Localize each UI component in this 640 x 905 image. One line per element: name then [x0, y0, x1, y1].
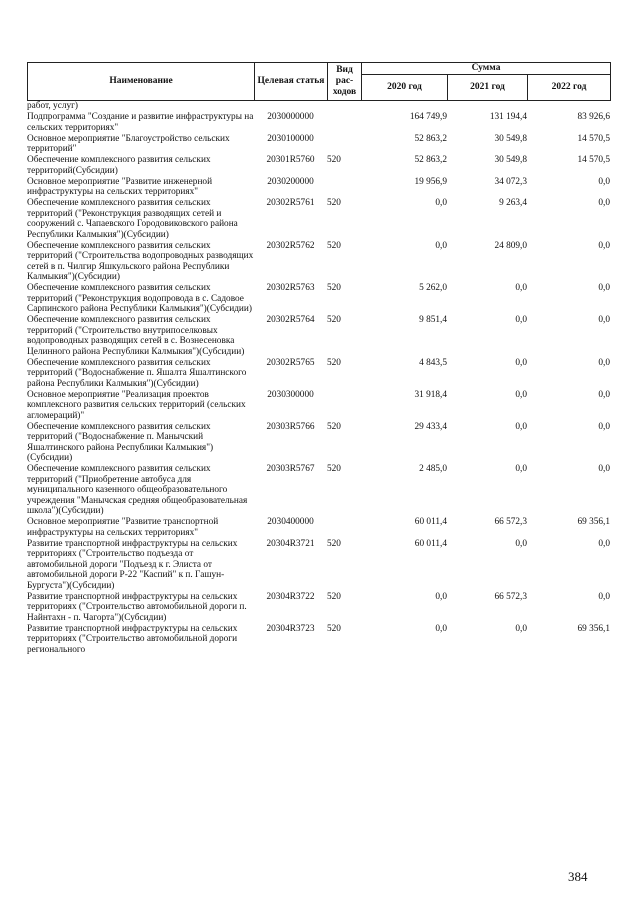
table-row — [27, 624, 610, 656]
table-row — [27, 112, 610, 134]
row-sum-2020: 60 011,4 — [414, 517, 447, 527]
row-name: Обеспечение комплексного развития сельских территорий ("Строительство внутрипоселковых водопроводных разводящих сетей в с. Вознесеновка Целинного района Республики Калмыкия")(Субсидии) — [27, 315, 245, 357]
row-sum-2022: 69 356,1 — [577, 623, 610, 634]
row-sum-2021: 34 072,3 — [494, 176, 527, 187]
row-expense-type: 520 — [327, 155, 341, 165]
row-name: Развитие транспортной инфраструктуры на сельских территориях ("Строительство автомобильной дороги регионального — [27, 623, 238, 655]
row-sum-2020: 60 011,4 — [414, 538, 447, 549]
table-row — [27, 539, 610, 592]
row-target-code: 2030300000 — [267, 389, 314, 400]
row-sum-2021: 30 549,8 — [494, 133, 527, 144]
row-target-code: 20302R5765 — [266, 357, 315, 368]
row-expense-type: 520 — [327, 198, 341, 208]
table-row — [27, 517, 610, 539]
row-expense-type — [327, 134, 361, 156]
row-expense-type: 520 — [327, 623, 341, 634]
row-target-code — [254, 101, 327, 112]
table-row — [27, 155, 610, 177]
row-sum-2021: 131 194,4 — [489, 112, 527, 122]
row-sum-2022: 83 926,6 — [577, 112, 610, 122]
row-expense-type: 520 — [327, 464, 341, 474]
row-expense-type — [327, 517, 361, 539]
row-sum-2021: 66 572,3 — [494, 591, 527, 602]
row-sum-2020: 0,0 — [435, 198, 447, 208]
row-expense-type: 520 — [327, 283, 341, 293]
row-name: Основное мероприятие "Благоустройство сельских территорий" — [27, 133, 230, 154]
row-sum-2020: 0,0 — [435, 591, 447, 602]
row-name: Основное мероприятие "Реализация проектов комплексного развития сельских территорий (сельских агломераций)" — [27, 389, 246, 421]
row-name: Обеспечение комплексного развития сельских территорий(Субсидии) — [27, 155, 211, 176]
table-row — [27, 198, 610, 241]
row-sum-2022 — [527, 101, 610, 112]
row-sum-2021 — [447, 101, 527, 112]
row-target-code: 20301R5760 — [266, 155, 315, 165]
row-sum-2022: 0,0 — [598, 198, 610, 208]
row-name: Обеспечение комплексного развития сельских территорий ("Водоснабжение п. Манычский Яшалтинского района Республики Калмыкия")(Субсидии) — [27, 421, 214, 463]
row-sum-2022: 0,0 — [598, 464, 610, 474]
row-sum-2022: 0,0 — [598, 240, 610, 251]
row-sum-2020: 19 956,9 — [414, 176, 447, 187]
header-year-2022: 2022 год — [528, 75, 611, 101]
table-row — [27, 592, 610, 624]
row-sum-2021: 0,0 — [515, 283, 527, 293]
row-sum-2020: 0,0 — [435, 240, 447, 251]
row-name: Основное мероприятие "Развитие инженерной инфраструктуры на сельских территориях" — [27, 176, 213, 197]
row-sum-2022: 0,0 — [598, 315, 610, 325]
row-sum-2021: 0,0 — [515, 389, 527, 400]
table-row — [27, 241, 610, 284]
row-sum-2020: 5 262,0 — [419, 283, 447, 293]
row-name: работ, услуг) — [27, 101, 79, 111]
row-expense-type — [327, 177, 361, 199]
row-expense-type: 520 — [327, 240, 341, 251]
row-name: Развитие транспортной инфраструктуры на сельских территориях ("Строительство автомобильной дороги п. Найнтахн - п. Чагорта")(Субсидии) — [27, 591, 247, 623]
table-row — [27, 464, 610, 517]
row-name: Обеспечение комплексного развития сельских территорий ("Строительства водопроводных разводящих сетей в п. Чилгир Яшкульского района Республики Калмыкия")(Субсидии) — [27, 240, 254, 282]
row-name: Развитие транспортной инфраструктуры на сельских территориях ("Строительство подъезда от автомобильной дороги "Подъезд к г. Элиста от автомобильной дороги Р-22 "Каспий" к п. Гашун-Бургуста")(Субсидии) — [27, 538, 238, 591]
row-sum-2020: 29 433,4 — [414, 421, 447, 432]
table-row — [27, 390, 610, 422]
header-name: Наименование — [28, 63, 255, 101]
header-year-2020: 2020 год — [362, 75, 448, 101]
row-name: Основное мероприятие "Развитие транспортной инфраструктуры на сельских территориях" — [27, 517, 219, 538]
header-expense-type: Вид рас-ходов — [328, 63, 362, 101]
page-number: 384 — [568, 869, 588, 884]
row-sum-2021: 0,0 — [515, 464, 527, 474]
row-expense-type: 520 — [327, 591, 341, 602]
row-sum-2020: 52 863,2 — [414, 133, 447, 144]
row-name: Обеспечение комплексного развития сельских территорий ("Реконструкция разводящих сетей и сооружений с. Чапаевского Городовиковского района Республики Калмыкия")(Субсидии) — [27, 198, 238, 240]
table-row — [27, 101, 610, 112]
row-sum-2022: 0,0 — [598, 176, 610, 187]
row-expense-type: 520 — [327, 421, 341, 432]
row-target-code: 2030000000 — [267, 112, 314, 122]
row-sum-2022: 0,0 — [598, 389, 610, 400]
row-target-code: 20303R5767 — [266, 464, 315, 474]
row-target-code: 20304R3723 — [266, 623, 315, 634]
row-sum-2022: 0,0 — [598, 421, 610, 432]
row-sum-2020: 0,0 — [435, 623, 447, 634]
header-year-2021: 2021 год — [448, 75, 528, 101]
row-name: Обеспечение комплексного развития сельских территорий ("Водоснабжение п. Яшалта Яшалтинского района Республики Калмыкия")(Субсидии) — [27, 357, 247, 389]
row-target-code: 20302R5764 — [266, 315, 315, 325]
row-sum-2022: 0,0 — [598, 591, 610, 602]
row-sum-2021: 24 809,0 — [494, 240, 527, 251]
row-sum-2022: 14 570,5 — [577, 155, 610, 165]
table-header — [27, 62, 611, 101]
row-expense-type: 520 — [327, 357, 341, 368]
row-target-code: 20302R5763 — [266, 283, 315, 293]
row-target-code: 20304R3722 — [266, 591, 315, 602]
row-sum-2022: 14 570,5 — [577, 133, 610, 144]
table-row — [27, 315, 610, 358]
row-sum-2020: 31 918,4 — [414, 389, 447, 400]
row-sum-2021: 0,0 — [515, 357, 527, 368]
table-row — [27, 283, 610, 315]
header-target-article: Целевая статья — [255, 63, 328, 101]
row-sum-2020: 2 485,0 — [419, 464, 447, 474]
table-row — [27, 422, 610, 465]
table-row — [27, 177, 610, 199]
row-sum-2021: 0,0 — [515, 421, 527, 432]
row-target-code: 2030200000 — [267, 176, 314, 187]
row-expense-type: 520 — [327, 315, 341, 325]
row-sum-2021: 0,0 — [515, 623, 527, 634]
row-sum-2022: 0,0 — [598, 538, 610, 549]
row-expense-type: 520 — [327, 538, 341, 549]
row-sum-2022: 69 356,1 — [577, 517, 610, 527]
row-expense-type — [327, 390, 361, 422]
table-row — [27, 358, 610, 390]
row-sum-2020 — [361, 101, 447, 112]
row-target-code: 2030400000 — [267, 517, 314, 527]
row-sum-2021: 0,0 — [515, 315, 527, 325]
row-sum-2022: 0,0 — [598, 283, 610, 293]
row-sum-2021: 9 263,4 — [499, 198, 527, 208]
row-sum-2020: 52 863,2 — [414, 155, 447, 165]
row-target-code: 20304R3721 — [266, 538, 315, 549]
row-sum-2021: 66 572,3 — [494, 517, 527, 527]
row-sum-2022: 0,0 — [598, 357, 610, 368]
budget-table — [27, 101, 610, 656]
row-name: Подпрограмма "Создание и развитие инфраструктуры на сельских территориях" — [27, 112, 254, 133]
row-sum-2020: 4 843,5 — [419, 357, 447, 368]
row-name: Обеспечение комплексного развития сельских территорий ("Приобретение автобуса для муниципального казенного общеобразовательного учреждения "Манычская средняя общеобразовательная школа")(Субсидии) — [27, 464, 248, 516]
row-expense-type — [327, 101, 361, 112]
row-name: Обеспечение комплексного развития сельских территорий ("Реконструкция водопровода в с. Садовое Сарпинского района Республики Калмыкия")(Субсидии) — [27, 283, 252, 314]
row-expense-type — [327, 112, 361, 134]
row-target-code: 20302R5762 — [266, 240, 315, 251]
row-sum-2020: 164 749,9 — [409, 112, 447, 122]
row-target-code: 20302R5761 — [266, 198, 315, 208]
header-sum: Сумма — [362, 63, 611, 75]
row-sum-2021: 0,0 — [515, 538, 527, 549]
row-sum-2020: 9 851,4 — [419, 315, 447, 325]
row-sum-2021: 30 549,8 — [494, 155, 527, 165]
row-target-code: 20303R5766 — [266, 421, 315, 432]
table-row — [27, 134, 610, 156]
row-target-code: 2030100000 — [267, 133, 314, 144]
